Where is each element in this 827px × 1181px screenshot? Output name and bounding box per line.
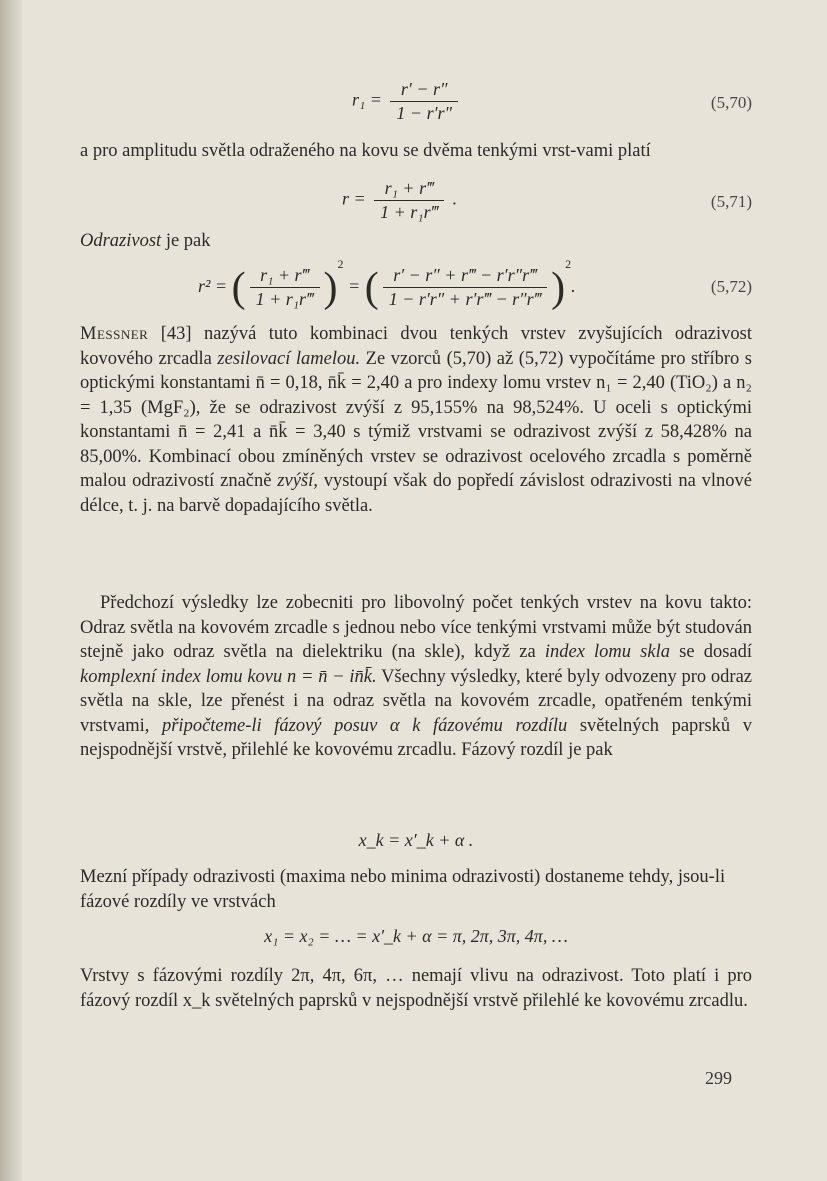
paragraph-layers: Vrstvy s fázovými rozdíly 2π, 4π, 6π, … nemají vlivu na odrazivost. Toto platí i pro fázový rozdíl x_k světelných paprsků v nejspodnější vrstvě přilehlé ke kovovému zrcadlu. bbox=[80, 966, 752, 1011]
text-run: světelných paprsků v nejspodnější vrstvě, přilehlé ke kovovému zrcadlu. Fázový rozdíl je pak bbox=[80, 715, 753, 760]
eq571-fraction bbox=[374, 178, 444, 223]
left-paren: ( bbox=[364, 264, 379, 311]
eq571-denominator: 1 + r₁r‴ bbox=[374, 200, 444, 223]
right-paren: ) bbox=[323, 264, 338, 311]
text-run: se dosadí bbox=[670, 642, 752, 662]
eq571-period: . bbox=[452, 188, 458, 209]
limits-equation-text: x₁ = x₂ = … = x′_k + α = π, 2π, 3π, 4π, … bbox=[264, 926, 568, 946]
left-paren: ( bbox=[231, 264, 246, 311]
author-name: Messner bbox=[80, 324, 149, 344]
eq571-numerator: r₁ + r‴ bbox=[384, 178, 434, 198]
eq572-f2-denominator: 1 − r′r″ + r′r‴ − r″r‴ bbox=[383, 287, 547, 310]
text-run: Všechny výsledky, které byly odvozeny pro odraz světla na skle, lze přenést i na odraz světla na kovovém zrcadle, opatřeném tenkými vrstvami, bbox=[80, 666, 753, 736]
paragraph-generalization bbox=[80, 591, 752, 763]
square-exponent: 2 bbox=[565, 257, 572, 271]
intro-paragraph: a pro amplitudu světla odraženého na kovu se dvěma tenkými vrst-vami platí bbox=[80, 141, 651, 161]
eq572-f1-numerator: r₁ + r‴ bbox=[260, 265, 310, 286]
intro-reflectance bbox=[80, 229, 752, 254]
italic-term: komplexní index lomu kovu n = n̄ − in̄k̄. bbox=[80, 666, 377, 687]
eq572-f2-numerator: r′ − r″ + r‴ − r′r″r‴ bbox=[393, 265, 537, 286]
eq571-lhs: r = bbox=[342, 188, 366, 209]
text-run: Ze vzorců (5,70) až (5,72) vypočítáme pro stříbro s optickými konstantami n̄ = 0,18, n̄k̄ = 2,40 a pro indexy lomu vrstev n₁ = 2,40 (TiO₂) a n₂ = 1,35 (MgF₂), že se odrazivost zvýší z 95,155% na 98,524%. U oceli s optickými konstantami n̄ = 2,41 a n̄k̄ = 3,40 s týmiž vrstvami se odrazivost zvýší z 58,428% na 85,00%. Kombinací obou zmíněných vrstev se odrazivost ocelového zrcadla s poměrně malou odrazivostí značně bbox=[80, 348, 753, 491]
equation-5-71 bbox=[80, 172, 752, 232]
phase-equation-text: x_k = x′_k + α . bbox=[358, 830, 474, 850]
equation-number: (5,71) bbox=[710, 192, 752, 211]
italic-term: zvýší, bbox=[277, 471, 318, 491]
equation-number: (5,70) bbox=[710, 93, 752, 112]
italic-term: připočteme-li fázový posuv α k fázovému rozdílu bbox=[161, 715, 568, 736]
eq572-equals: = bbox=[348, 276, 361, 296]
page-edge-shadow bbox=[0, 0, 22, 1181]
eq572-fraction-1 bbox=[250, 265, 320, 310]
paragraph-limit-cases: Mezní případy odrazivosti (maxima nebo minima odrazivosti) dostaneme tehdy, jsou-li fázové rozdíly ve vrstvách bbox=[80, 867, 726, 912]
italic-term: index lomu skla bbox=[544, 642, 670, 662]
page-number: 299 bbox=[705, 1068, 732, 1088]
eq572-lhs: r² = bbox=[198, 276, 228, 296]
eq570-denominator: 1 − r′r″ bbox=[390, 101, 458, 124]
text-run: vystoupí však do popředí závislost odrazivosti na vlnové délce, t. j. na barvě dopadajícího světla. bbox=[80, 471, 752, 516]
equation-5-72 bbox=[80, 255, 752, 319]
text-run: [43] nazývá tuto kombinaci dvou tenkých vrstev zvyšujících odrazivost kovového zrcadla bbox=[80, 324, 752, 369]
eq570-numerator: r′ − r″ bbox=[400, 79, 448, 99]
equation-phase bbox=[80, 830, 752, 860]
intro-reflectance-rest: je pak bbox=[161, 231, 211, 251]
square-exponent: 2 bbox=[337, 257, 344, 271]
eq572-f1-denominator: 1 + r₁r‴ bbox=[250, 287, 320, 310]
text-run: Předchozí výsledky lze zobecniti pro libovolný počet tenkých vrstev na kovu takto: Odraz světla na kovovém zrcadle s jednou nebo více tenkými vrstvami může být studován stejně jako odraz světla na dielektriku (na skle), když za bbox=[80, 593, 752, 662]
right-paren: ) bbox=[551, 264, 566, 311]
equation-5-70 bbox=[80, 73, 752, 133]
eq572-period: . bbox=[571, 276, 576, 296]
paragraph-messner bbox=[80, 322, 752, 518]
equation-number: (5,72) bbox=[710, 277, 752, 296]
eq570-lhs: r₁ = bbox=[352, 89, 382, 110]
term-odrazivost: Odrazivost bbox=[80, 231, 162, 251]
equation-limits bbox=[80, 926, 752, 956]
eq570-fraction bbox=[390, 79, 458, 124]
italic-term: zesilovací lamelou. bbox=[217, 348, 361, 369]
eq572-fraction-2 bbox=[383, 265, 547, 310]
